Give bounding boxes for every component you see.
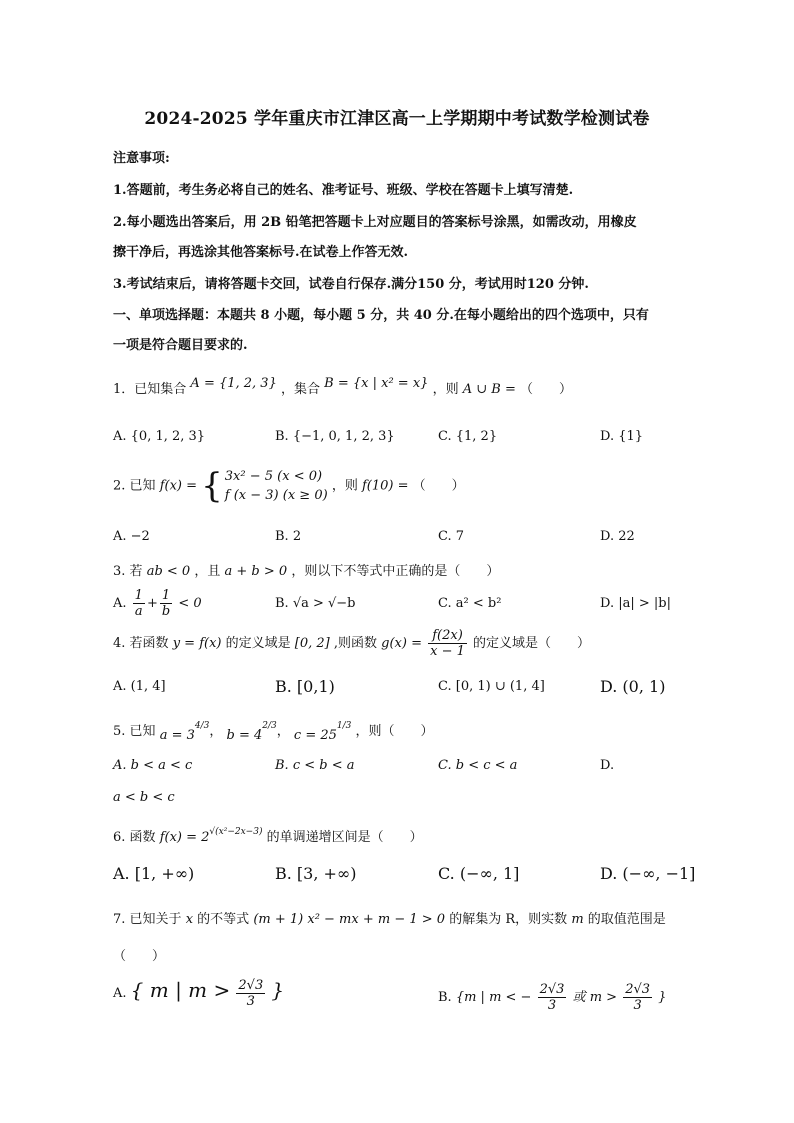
q6-option-c[interactable]: C. (−∞, 1]: [438, 864, 520, 883]
q5-option-a[interactable]: A. b < a < c: [113, 758, 193, 773]
q4-option-a[interactable]: A. (1, 4]: [113, 679, 166, 694]
q7-option-b[interactable]: B. {m | m < − $\frac{2√3}{3}$ 或 m > $\frac{2√3}{3}$ }: [438, 982, 667, 1013]
q5-b: b = 4: [226, 728, 263, 743]
q2-option-c[interactable]: C. 7: [438, 529, 465, 544]
q5-option-b[interactable]: B. c < b < a: [275, 758, 355, 773]
question-5: 5. 已知 $a = 3^{4/3}$， $b = 4^{2/3}$， $c = 25^{1/3}$ ，则（ ）: [113, 721, 434, 743]
q5-a: a = 3: [159, 728, 195, 743]
q1-set-b: B = {x | x² = x}: [324, 376, 429, 391]
section-1-intro-cont: 一项是符合题目要求的.: [113, 338, 248, 353]
q7-option-a[interactable]: A. { m | m > $\frac{2√3}{3}$ }: [113, 978, 285, 1009]
question-6: 6. 函数 $f(x) = 2^{√(x^2-2x-3)}$ 的单调递增区间是（ ）: [113, 827, 423, 845]
question-7: 7. 已知关于 x 的不等式 (m + 1) x² − mx + m − 1 > 0 的解集为 R，则实数 m 的取值范围是: [113, 912, 666, 927]
q3-option-b[interactable]: B. √a > √−b: [275, 596, 356, 611]
q2-option-a[interactable]: A. −2: [113, 529, 150, 544]
question-3: 3. 若 ab < 0 ，且 a + b > 0 ，则以下不等式中正确的是（ ）: [113, 564, 500, 579]
q5-c: c = 25: [293, 728, 337, 743]
q4-option-d[interactable]: D. (0, 1): [600, 677, 666, 696]
q1-option-b[interactable]: B. {−1, 0, 1, 2, 3}: [275, 429, 395, 444]
question-7-paren: （ ）: [113, 949, 166, 964]
notice-item-3: 3.考试结束后，请将答题卡交回，试卷自行保存.满分150 分，考试用时120 分钟.: [113, 277, 589, 292]
q1-option-a[interactable]: A. {0, 1, 2, 3}: [113, 429, 206, 444]
notice-item-1: 1.答题前，考生务必将自己的姓名、准考证号、班级、学校在答题卡上填写清楚.: [113, 183, 574, 198]
notice-item-2-cont: 擦干净后，再选涂其他答案标号.在试卷上作答无效.: [113, 245, 409, 260]
q1-option-d[interactable]: D. {1}: [600, 429, 644, 444]
q1-set-a: A = {1, 2, 3}: [190, 376, 277, 391]
notice-heading: 注意事项:: [113, 151, 170, 166]
q5-option-d-value: a < b < c: [113, 790, 175, 805]
q3-option-a[interactable]: A. $\frac{1}{a}$ + $\frac{1}{b}$ < 0: [113, 588, 202, 619]
q2-expression: f(10) =: [361, 478, 409, 494]
q2-case-2: f (x − 3) (x ≥ 0): [224, 488, 328, 503]
question-4: 4. 若函数 y = f(x) 的定义域是 [0, 2] ,则函数 g(x) = $\frac{f(2x)}{x - 1}$ 的定义域是（ ）: [113, 628, 591, 659]
q2-option-b[interactable]: B. 2: [275, 529, 302, 544]
notice-item-2: 2.每小题选出答案后，用 2B 铅笔把答题卡上对应题目的答案标号涂黑，如需改动，用橡皮: [113, 215, 637, 230]
q2-case-1: 3x² − 5 (x < 0): [224, 469, 323, 484]
q2-function: f(x) =: [159, 478, 197, 494]
q4-option-c[interactable]: C. [0, 1) ∪ (1, 4]: [438, 679, 545, 694]
page-title: 2024-2025 学年重庆市江津区高一上学期期中考试数学检测试卷: [144, 109, 650, 129]
q5-option-c[interactable]: C. b < c < a: [438, 758, 518, 773]
q2-option-d[interactable]: D. 22: [600, 529, 635, 544]
section-1-intro: 一、单项选择题：本题共 8 小题，每小题 5 分，共 40 分.在每小题给出的四个选项中，只有: [113, 308, 649, 323]
q3-option-c[interactable]: C. a² < b²: [438, 596, 502, 611]
q2-piecewise: [201, 467, 328, 505]
question-1: 1．已知集合 A = {1, 2, 3} ，集合 B = {x | x² = x} ，则 A ∪ B = （ ）: [113, 376, 572, 397]
q6-option-d[interactable]: D. (−∞, −1]: [600, 864, 696, 883]
left-brace-icon: {: [201, 466, 223, 506]
q4-fraction: $\frac{f(2x)}{x - 1}$: [430, 628, 465, 659]
q1-option-c[interactable]: C. {1, 2}: [438, 429, 498, 444]
q6-option-a[interactable]: A. [1, +∞): [113, 864, 195, 883]
q5-option-d[interactable]: D.: [600, 758, 615, 773]
q4-option-b[interactable]: B. [0,1): [275, 677, 335, 696]
q3-option-d[interactable]: D. |a| > |b|: [600, 596, 671, 611]
q1-expression: A ∪ B =: [462, 382, 516, 397]
question-2: 2. 已知 f(x) = { 3x² − 5 (x < 0) f (x − 3) (x ≥ 0) ，则 f(10) = （ ）: [113, 466, 465, 506]
q6-option-b[interactable]: B. [3, +∞): [275, 864, 357, 883]
